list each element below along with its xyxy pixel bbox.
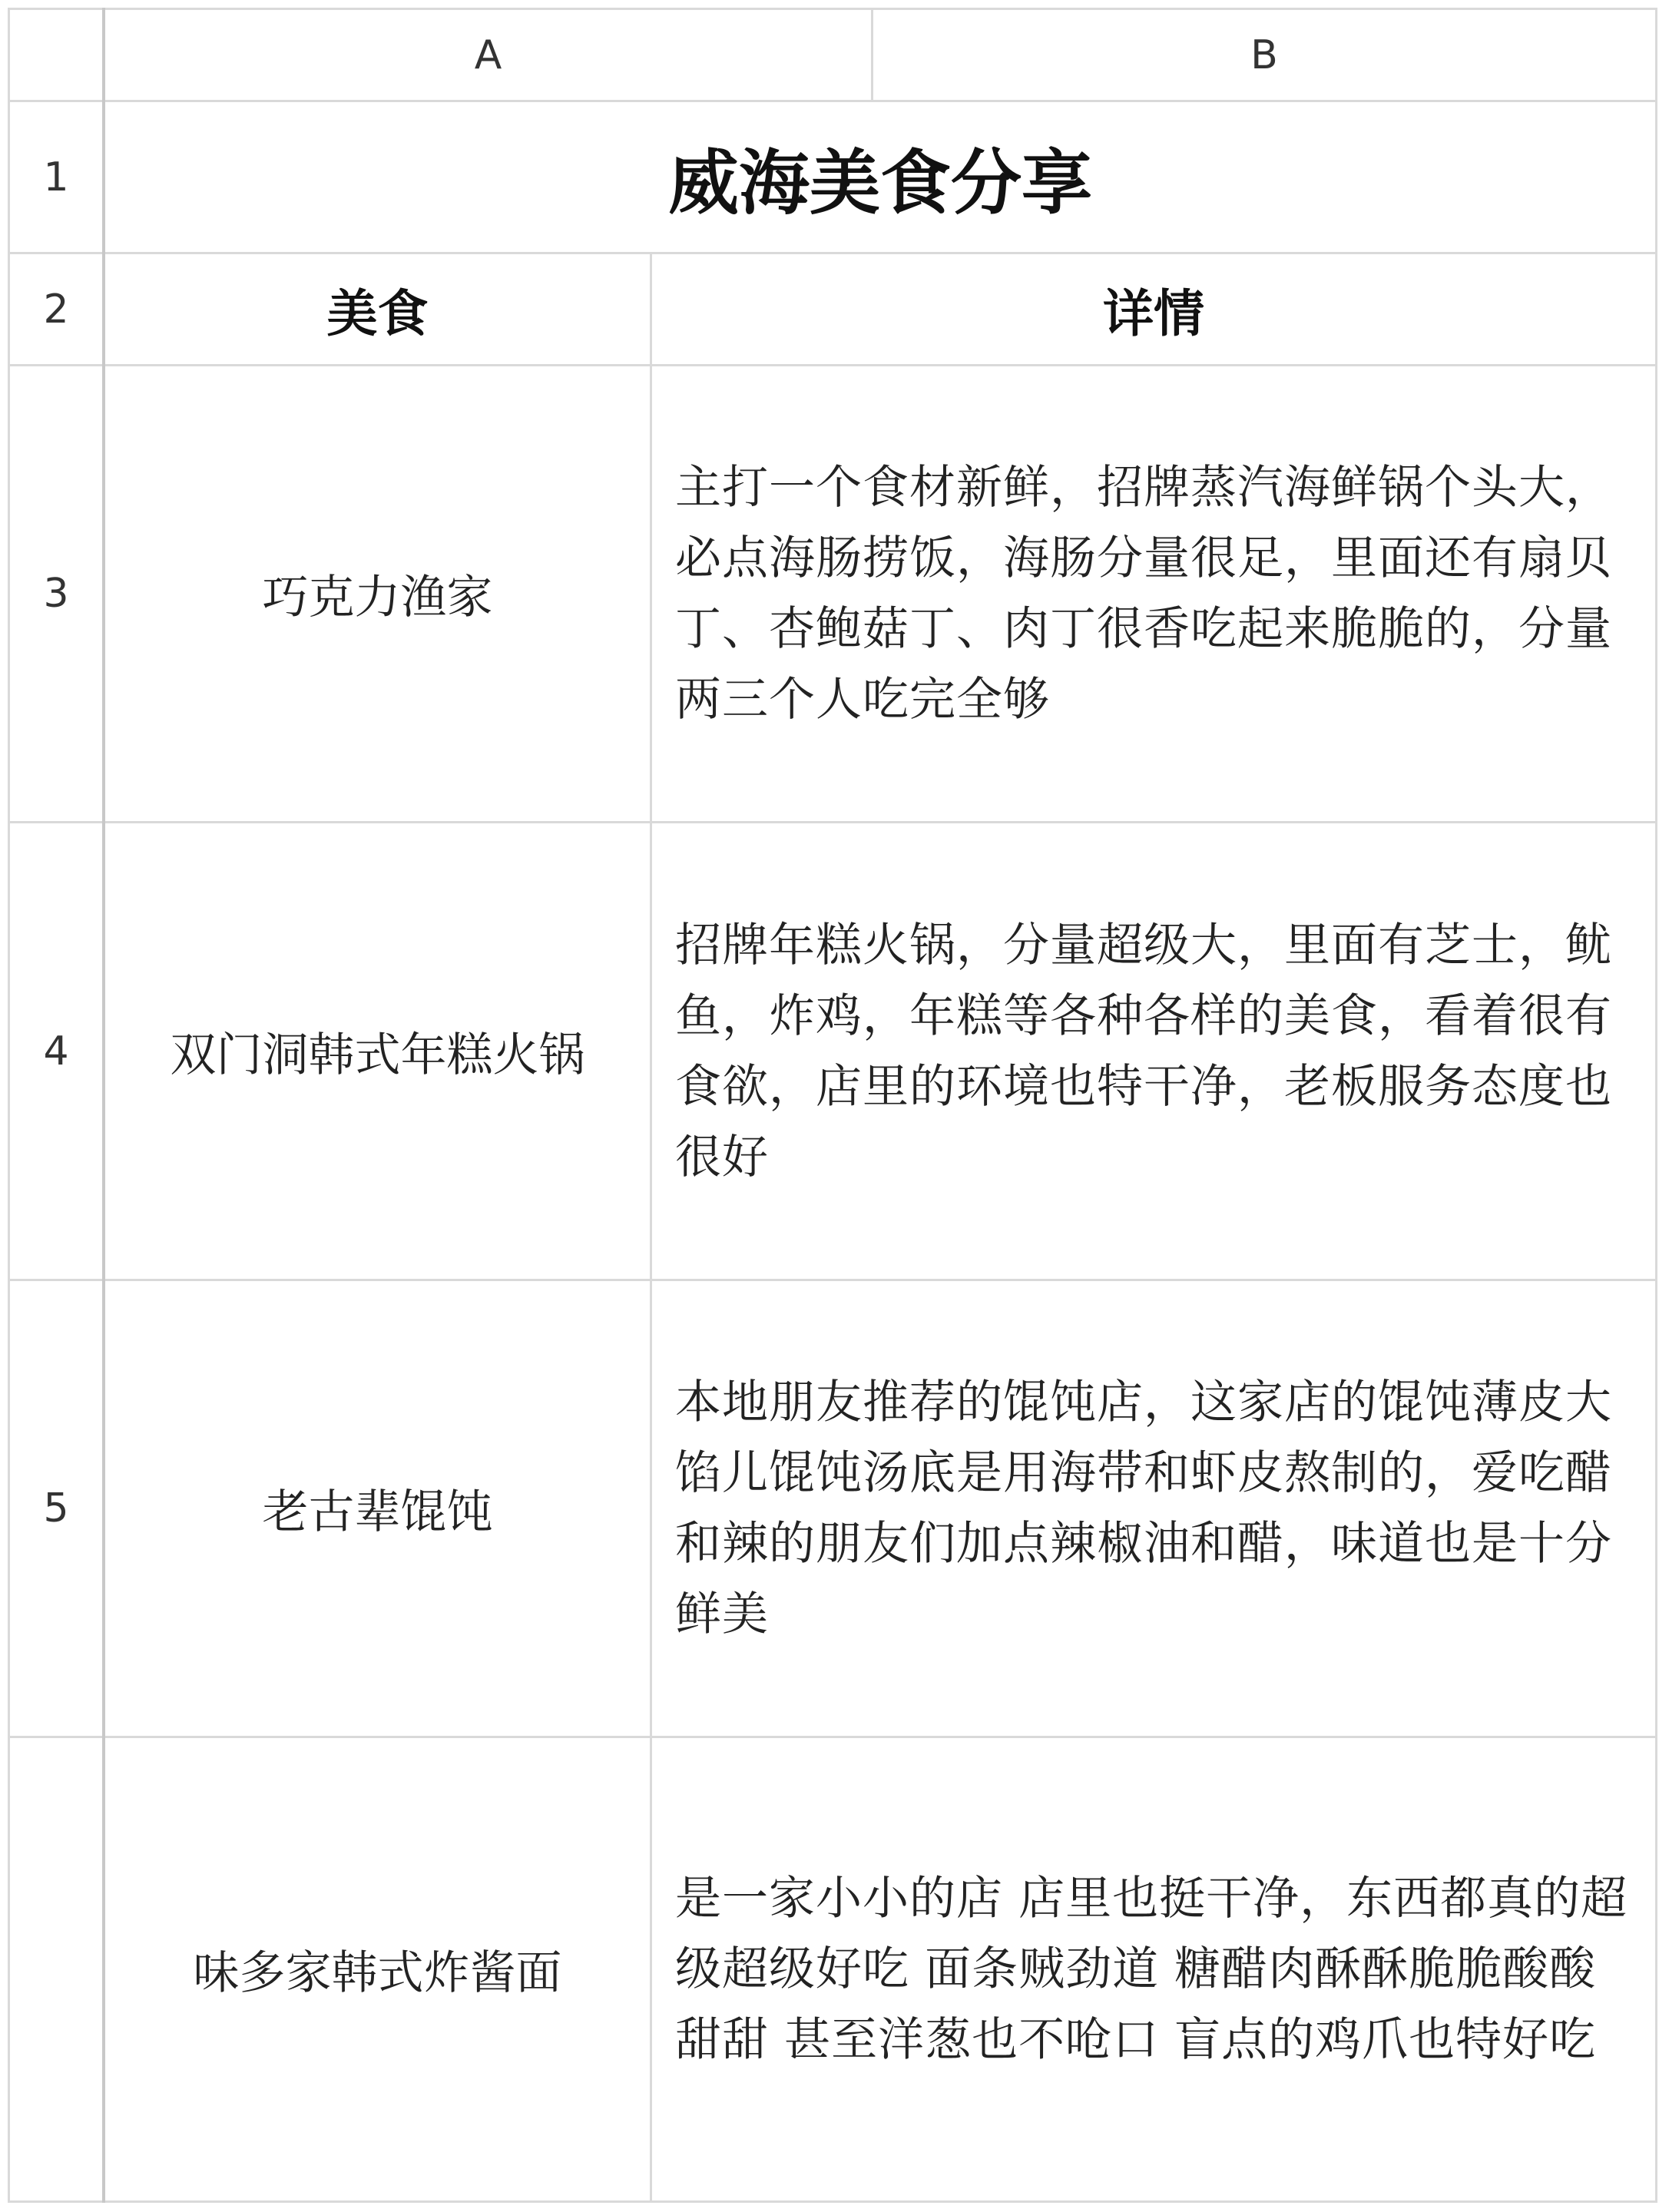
spreadsheet [8,8,1657,2203]
details-text: 主打一个食材新鲜，招牌蒸汽海鲜锅个头大，必点海肠捞饭，海肠分量很足，里面还有扇贝丁、杏鲍菇丁、肉丁很香吃起来脆脆的，分量两三个人吃完全够 [675,461,1612,727]
row-header-3[interactable] [10,366,102,821]
row-header-label: 4 [43,1028,69,1075]
details-text: 是一家小小的店 店里也挺干净，东西都真的超级超级好吃 面条贼劲道 糖醋肉酥酥脆脆酸酸甜甜 甚至洋葱也不呛口 盲点的鸡爪也特好吃 [675,1872,1628,2067]
food-name: 老古辈馄饨 [262,1485,493,1539]
row-header-1[interactable] [10,102,102,252]
details-text: 本地朋友推荐的馄饨店，这家店的馄饨薄皮大馅儿馄饨汤底是用海带和虾皮熬制的，爱吃醋和辣的朋友们加点辣椒油和醋，味道也是十分鲜美 [675,1376,1612,1641]
row-header-5[interactable] [10,1281,102,1736]
row-header-2[interactable] [10,254,102,364]
row-header-label: 3 [43,571,69,617]
details-text: 招牌年糕火锅，分量超级大，里面有芝士，鱿鱼，炸鸡，年糕等各种各样的美食，看着很有食欲，店里的环境也特干净，老板服务态度也很好 [675,918,1612,1184]
column-header-b[interactable] [873,10,1655,100]
header-details-cell[interactable] [652,254,1655,364]
row-header-label: 1 [43,154,69,200]
food-name: 味多家韩式炸酱面 [193,1946,562,2000]
food-name-cell[interactable] [105,366,650,821]
column-header-a[interactable] [105,10,871,100]
food-name-cell[interactable] [105,1738,650,2200]
sheet-title-cell[interactable] [105,102,1655,252]
details-cell[interactable] [652,1281,1655,1736]
row-header-label: 2 [43,286,69,333]
column-header-label: B [1250,31,1278,78]
header-food: 美食 [326,284,429,343]
column-header-label: A [474,31,502,78]
row-header-4[interactable] [10,823,102,1279]
food-name-cell[interactable] [105,823,650,1279]
food-name-cell[interactable] [105,1281,650,1736]
gridline [1655,8,1657,2203]
row-header-label: 5 [43,1485,69,1532]
details-cell[interactable] [652,823,1655,1279]
gridline [8,2200,1657,2203]
header-food-cell[interactable] [105,254,650,364]
food-name: 双门洞韩式年糕火锅 [170,1028,585,1082]
sheet-title: 威海美食分享 [667,141,1092,224]
details-cell[interactable] [652,1738,1655,2200]
header-details: 详情 [1103,284,1204,343]
food-name: 巧克力渔家 [262,571,493,624]
details-cell[interactable] [652,366,1655,821]
